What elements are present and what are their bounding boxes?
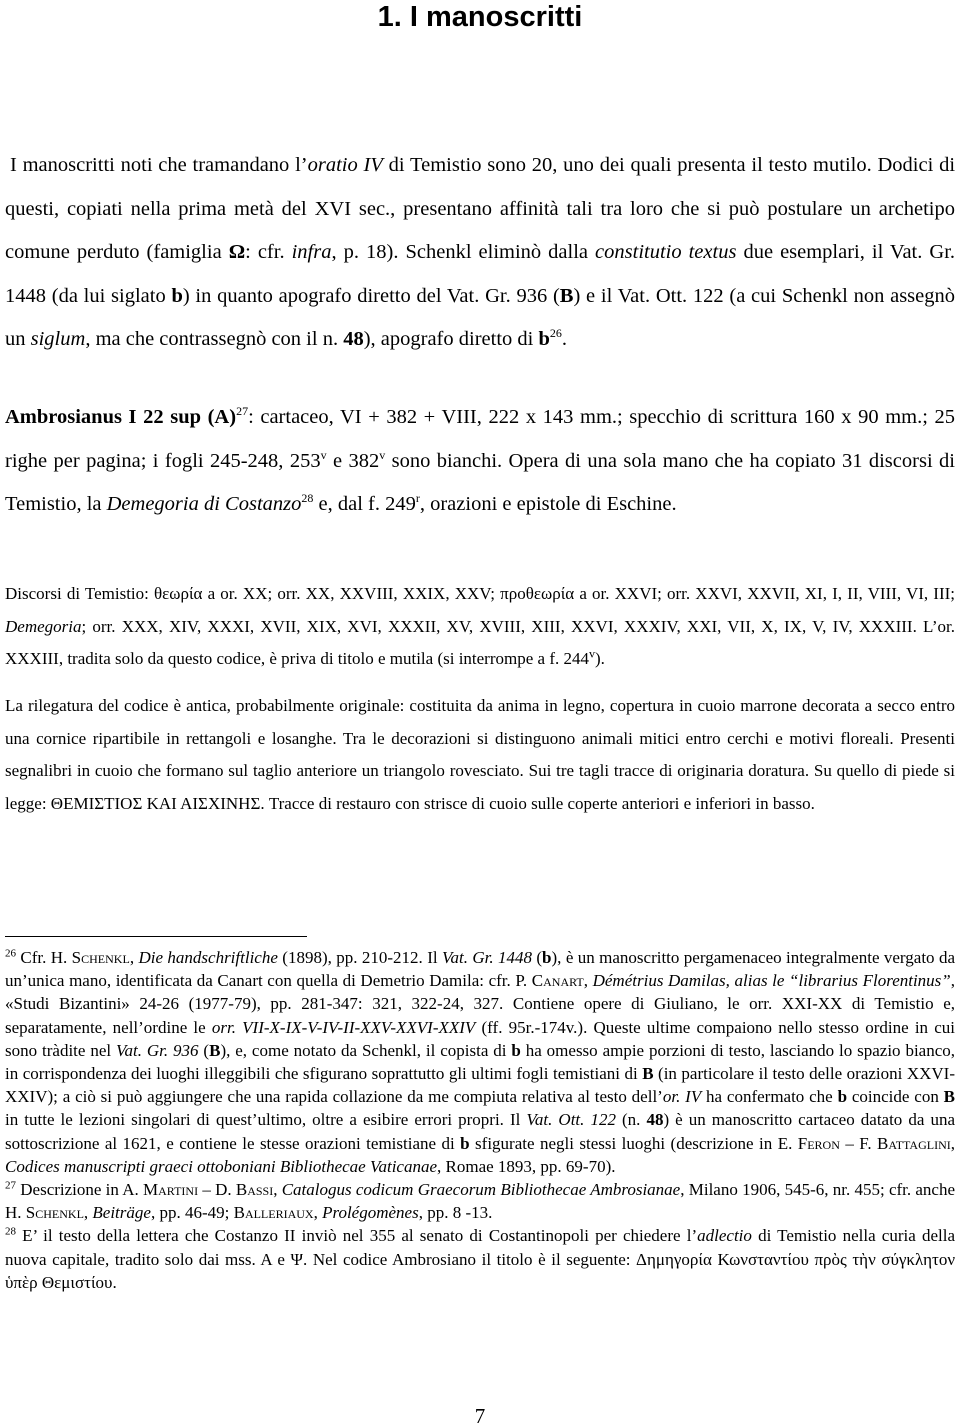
footnote-separator: [5, 936, 307, 937]
page-title: 1. I manoscritti: [377, 1, 583, 33]
contents-paragraph: Discorsi di Temistio: θεωρία a or. XX; orr. XX, XXVIII, XXIX, XXV; προθεωρία a or. XXVI; orr. XXVI, XXVII, XI, I, II, VIII, VI, III; Demegoria; orr. XXX, XIV, XXXI, XVII, XIX, XVI, XXXII, XV, XVIII, XIII, XXVI, XXXIV, XXI, VII, X, IX, V, IV, XXXIII. L’or. XXXIII, tradita solo da questo codice, è priva di titolo e mutila (si interrompe a f. 244$^v$).: [5, 584, 955, 669]
footnotes: [5, 946, 955, 1294]
manuscript-description: Ambrosianus I 22 sup $(A)^{27}$: cartaceo, VI + 382 + VIII, 222 x 143 mm.; specchio di scrittura 160 x 90 mm.; 25 righe per pagina; i fogli 245-248, 253$^v$ e 382$^v$ sono bianchi. Opera di una sola mano che ha copiato 31 discorsi di Temistio, la Demegoria di Costanzo$^{28}$ e, dal f. 249$^r$, orazioni e epistole di Eschine.: [5, 404, 956, 515]
footnote-ref-26: 26: [549, 326, 562, 341]
footnote-28: $^{28}$ E’ il testo della lettera che Costanzo II inviò nel 355 al senato di Costantinopoli per chiedere l’adlectio di Temistio nella curia della nuova capitale, tradito solo dai mss. A e Ψ. Nel codice Ambrosiano il titolo è il seguente: Δημηγορία Κωνσταντίου πρὸς τὴν σύγκλητον ὑπὲρ Θεμιστίου.: [5, 1225, 955, 1292]
binding-paragraph: La rilegatura del codice è antica, probabilmente originale: costituita da anima in legno, copertura in cuoio marrone decorata a secco entro una cornice ripartibile in rettangoli e losanghe. Tra le decorazioni si distinguono animali mitici entro cerchi e motivi floreali. Presenti segnalibri in cuoio che formano sul taglio anteriore un triangolo rovesciato. Sui tre tagli tracce di originaria doratura. Su quello di piede si legge: ΘΕΜΙΣΤΙΟΣ ΚΑΙ ΑΙΣΧΙΝΗΣ. Tracce di restauro con strisce di cuoio sulle coperte anteriori e inferiori in basso.: [5, 696, 955, 814]
footnote-27: $^{27}$ Descrizione in A. Martini – D. Bassi, Catalogus codicum Graecorum Bibliothecae Ambrosianae, Milano 1906, 545-6, nr. 455; cfr. anche H. Schenkl, Beiträge, pp. 46-49; Balleriaux, Prolégomènes, pp. 8 -13.: [5, 1179, 956, 1223]
manuscript-name: Ambrosianus I 22 sup (A): [5, 406, 237, 428]
footnote-26: $^{26}$ Cfr. H. Schenkl, Die handschriftliche (1898), pp. 210-212. Il Vat. Gr. 1448 (b), è un manoscritto pergamenaceo integralmente vergato da un’unica mano, identificata da Canart con quella di Demetrio Damila: cfr. P. Canart, Démétrius Damilas, alias le “librarius Florentinus”, «Studi Bizantini» 24-26 (1977-79), pp. 281-347: 321, 322-24, 327. Contiene opere di Giuliano, le orr. XXI-XX di Temistio e, separatamente, nell’ordine le orr. VII-X-IX-V-IV-II-XXV-XXVI-XXIV (ff. 95r.-174v.). Queste ultime compaiono nello stesso ordine in cui sono tràdite nel Vat. Gr. 936 (B), e, come notato da Schenkl, il copista di b ha omesso ampie porzioni di testo, lasciando lo spazio bianco, in corrispondenza dei luoghi illeggibili che sfigurano soprattutto gli ultimi fogli temistiani di B (in particolare il testo delle orazioni XXVI-XXIV); a ciò si può aggiungere che una rapida collazione da me compiuta relativa al testo dell’or. IV ha confermato che b coincide con B in tutte le lezioni singolari di quest’ultimo, oltre a esibire errori propri. Il Vat. Ott. 122 (n. 48) è un manoscritto cartaceo datato da una sottoscrizione al 1621, e contiene le stesse orazioni temistiane di b sfigurate negli stessi luoghi (descrizione in E. Feron – F. Battaglini, Codices manuscripti graeci ottoboniani Bibliothecae Vaticanae, Romae 1893, pp. 69-70).: [5, 947, 956, 1176]
footnote-ref-27: 27: [236, 404, 249, 419]
intro-paragraph: I manoscritti noti che tramandano l’oratio IV di Temistio sono 20, uno dei quali presenta il testo mutilo. Dodici di questi, copiati nella prima metà del XVI sec., presentano affinità tali tra loro che si può postulare un archetipo comune perduto (famiglia Ω: cfr. infra, p. 18). Schenkl eliminò dalla constitutio textus due esemplari, il Vat. Gr. 1448 (da lui siglato b) in quanto apografo diretto del Vat. Gr. 936 (B) e il Vat. Ott. 122 (a cui Schenkl non assegnò un siglum, ma che contrassegnò con il n. 48), apografo diretto di $b^{26}$.: [5, 154, 956, 350]
page-number: 7: [474, 1404, 486, 1428]
footnote-ref-28: 28: [301, 491, 314, 506]
